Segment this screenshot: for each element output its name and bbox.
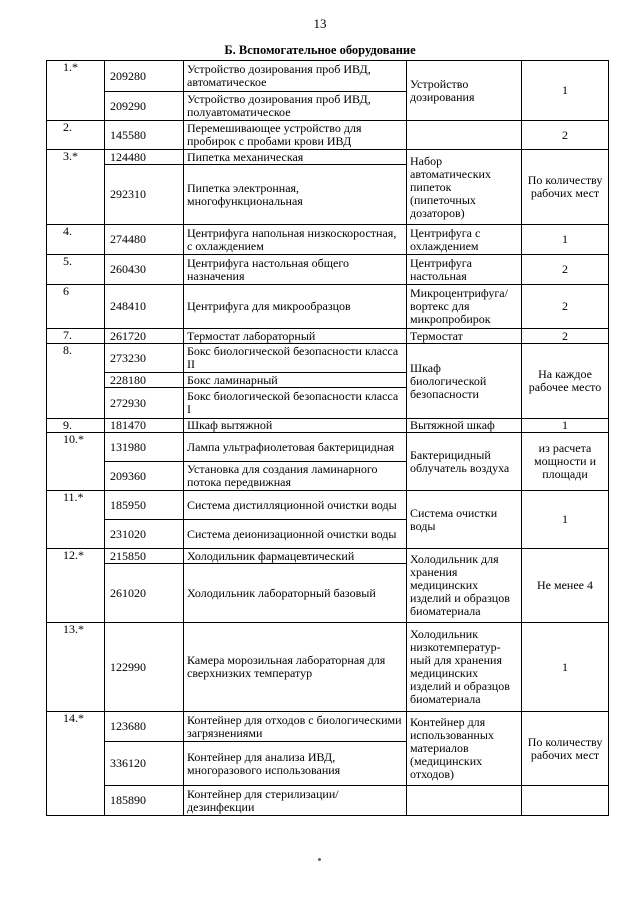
item-name: Перемешивающее устройство для пробирок с пробами крови ИВД	[184, 121, 407, 150]
table-row	[47, 121, 609, 150]
item-code: 261020	[105, 564, 184, 623]
equipment-table	[46, 60, 609, 816]
item-quantity: 1	[522, 225, 609, 255]
item-name: Система деионизационной очистки воды	[184, 520, 407, 549]
item-name: Пипетка электронная, многофункциональная	[184, 165, 407, 225]
item-code: 228180	[105, 373, 184, 388]
item-name: Бокс биологической безопасности класса I	[184, 388, 407, 419]
row-number: 8.	[47, 344, 105, 419]
item-quantity: По количеству рабочих мест	[522, 712, 609, 786]
scan-speck	[318, 858, 321, 861]
table-row	[47, 61, 609, 92]
item-name: Центрифуга напольная низкоскоростная, с охлаждением	[184, 225, 407, 255]
table-row	[47, 285, 609, 329]
table-row	[47, 329, 609, 344]
item-name: Бокс биологической безопасности класса II	[184, 344, 407, 373]
item-quantity: из расчета мощности и площади	[522, 433, 609, 491]
row-number: 6	[47, 285, 105, 329]
item-code: 273230	[105, 344, 184, 373]
item-code: 215850	[105, 549, 184, 564]
row-number: 14.*	[47, 712, 105, 816]
item-code: 209290	[105, 92, 184, 121]
item-code: 231020	[105, 520, 184, 549]
item-type: Холодильник низкотемператур-ный для хранения медицинских изделий и образцов биоматериала	[407, 623, 522, 712]
item-type: Система очистки воды	[407, 491, 522, 549]
item-name: Холодильник лабораторный базовый	[184, 564, 407, 623]
row-number: 2.	[47, 121, 105, 150]
item-name: Контейнер для анализа ИВД, многоразового использования	[184, 742, 407, 786]
item-quantity: 2	[522, 121, 609, 150]
item-name: Центрифуга настольная общего назначения	[184, 255, 407, 285]
table-row	[47, 419, 609, 433]
item-name: Контейнер для отходов с биологическими загрязнениями	[184, 712, 407, 742]
item-quantity: 1	[522, 623, 609, 712]
item-name: Устройство дозирования проб ИВД, полуавтоматическое	[184, 92, 407, 121]
item-code: 209360	[105, 462, 184, 491]
row-number: 3.*	[47, 150, 105, 225]
item-quantity: По количеству рабочих мест	[522, 150, 609, 225]
item-name: Контейнер для стерилизации/дезинфекции	[184, 786, 407, 816]
table-row	[47, 549, 609, 564]
row-number: 10.*	[47, 433, 105, 491]
item-quantity: 2	[522, 255, 609, 285]
item-type: Набор автоматических пипеток (пипеточных дозаторов)	[407, 150, 522, 225]
table-row	[47, 491, 609, 520]
table-row	[47, 150, 609, 165]
item-name: Холодильник фармацевтический	[184, 549, 407, 564]
item-quantity: На каждое рабочее место	[522, 344, 609, 419]
table-row	[47, 433, 609, 462]
item-type: Устройство дозирования	[407, 61, 522, 121]
item-type: Контейнер для использованных материалов (медицинских отходов)	[407, 712, 522, 786]
item-quantity: 1	[522, 61, 609, 121]
table-row	[47, 255, 609, 285]
item-code: 274480	[105, 225, 184, 255]
item-quantity: 1	[522, 491, 609, 549]
item-name: Бокс ламинарный	[184, 373, 407, 388]
item-code: 124480	[105, 150, 184, 165]
item-quantity	[522, 786, 609, 816]
item-type: Холодильник для хранения медицинских изделий и образцов биоматериала	[407, 549, 522, 623]
item-name: Камера морозильная лабораторная для сверхнизких температур	[184, 623, 407, 712]
item-code: 181470	[105, 419, 184, 433]
item-name: Устройство дозирования проб ИВД, автоматическое	[184, 61, 407, 92]
item-name: Термостат лабораторный	[184, 329, 407, 344]
table-row	[47, 786, 609, 816]
item-type: Шкаф биологической безопасности	[407, 344, 522, 419]
item-code: 292310	[105, 165, 184, 225]
item-name: Пипетка механическая	[184, 150, 407, 165]
item-quantity: Не менее 4	[522, 549, 609, 623]
row-number: 5.	[47, 255, 105, 285]
item-code: 185950	[105, 491, 184, 520]
row-number: 4.	[47, 225, 105, 255]
item-name: Шкаф вытяжной	[184, 419, 407, 433]
item-code: 260430	[105, 255, 184, 285]
row-number: 12.*	[47, 549, 105, 623]
item-type: Вытяжной шкаф	[407, 419, 522, 433]
item-type	[407, 786, 522, 816]
row-number: 9.	[47, 419, 105, 433]
item-type: Микроцентрифуга/ вортекс для микропробирок	[407, 285, 522, 329]
item-code: 123680	[105, 712, 184, 742]
row-number: 7.	[47, 329, 105, 344]
row-number: 11.*	[47, 491, 105, 549]
item-code: 209280	[105, 61, 184, 92]
item-type: Бактерицидный облучатель воздуха	[407, 433, 522, 491]
item-type: Центрифуга настольная	[407, 255, 522, 285]
item-code: 185890	[105, 786, 184, 816]
section-title: Б. Вспомогательное оборудование	[224, 43, 416, 57]
table-row	[47, 712, 609, 742]
item-code: 248410	[105, 285, 184, 329]
item-quantity: 1	[522, 419, 609, 433]
item-code: 261720	[105, 329, 184, 344]
item-name: Система дистилляционной очистки воды	[184, 491, 407, 520]
item-type	[407, 121, 522, 150]
item-quantity: 2	[522, 329, 609, 344]
item-type: Термостат	[407, 329, 522, 344]
page-number: 13	[313, 16, 327, 31]
item-code: 145580	[105, 121, 184, 150]
item-name: Установка для создания ламинарного потока передвижная	[184, 462, 407, 491]
item-name: Центрифуга для микрообразцов	[184, 285, 407, 329]
row-number: 13.*	[47, 623, 105, 712]
item-code: 122990	[105, 623, 184, 712]
item-quantity: 2	[522, 285, 609, 329]
item-code: 272930	[105, 388, 184, 419]
item-code: 336120	[105, 742, 184, 786]
row-number: 1.*	[47, 61, 105, 121]
item-name: Лампа ультрафиолетовая бактерицидная	[184, 433, 407, 462]
item-code: 131980	[105, 433, 184, 462]
table-row	[47, 225, 609, 255]
table-row	[47, 344, 609, 373]
table-row	[47, 623, 609, 712]
item-type: Центрифуга с охлаждением	[407, 225, 522, 255]
